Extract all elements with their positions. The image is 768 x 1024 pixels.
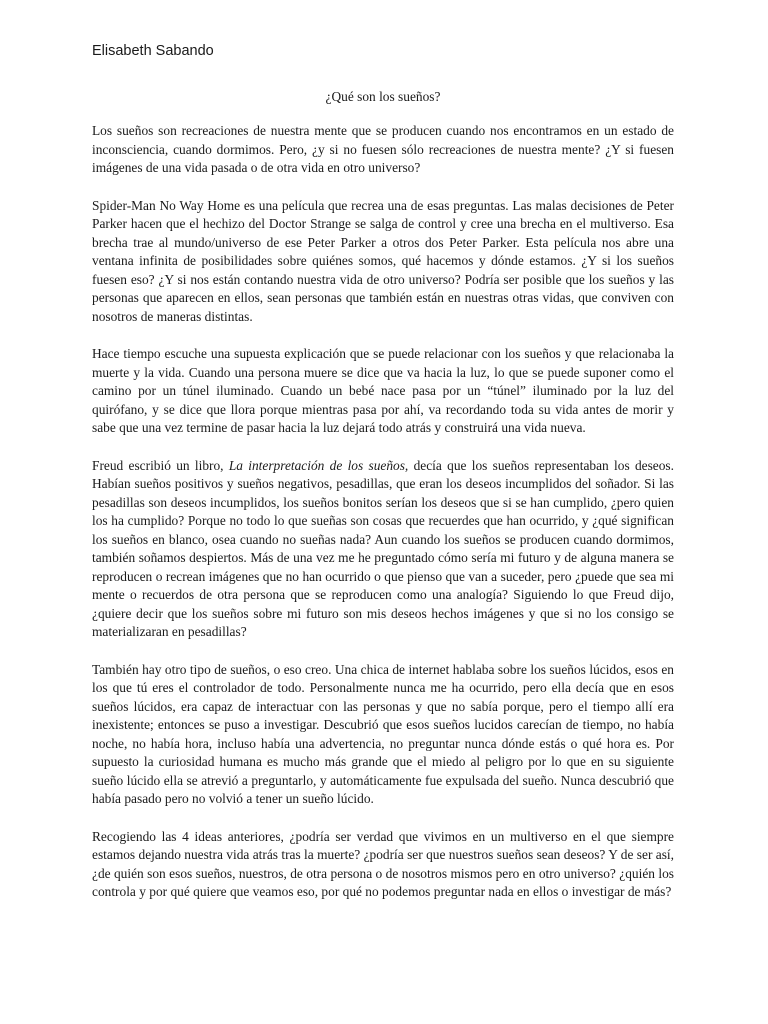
- essay-body: [92, 122, 674, 921]
- author-name: Elisabeth Sabando: [92, 43, 214, 59]
- paragraph-freud: [92, 457, 674, 642]
- paragraph-intro: Los sueños son recreaciones de nuestra mente que se producen cuando nos encontramos en un estado de inconsciencia, cuando dormimos. Pero, ¿y si no fuesen sólo recreaciones de nuestra mente? ¿Y si fuesen imágenes de una vida pasada o de otra vida en otro universo?: [92, 123, 674, 175]
- paragraph-conclusion: Recogiendo las 4 ideas anteriores, ¿podría ser verdad que vivimos en un multiverso en el que siempre estamos dejando nuestra vida atrás tras la muerte? ¿podría ser que nuestros sueños sean deseos? Y de ser así, ¿de quién son esos sueños, nuestros, de otra persona o de nosotros mismos pero en otro universo? ¿quién los controla y por qué quiere que veamos eso, por qué no podemos preguntar nada en ellos o investigar de más?: [92, 828, 674, 899]
- paragraph-tunnel: Hace tiempo escuche una supuesta explicación que se puede relacionar con los sueños y que relacionaba la muerte y la vida. Cuando una persona muere se dice que va hacia la luz, lo que se puede suponer como el camino por un túnel iluminado. Cuando un bebé nace pasa por un “túnel” iluminado por la luz del quirófano, y se dice que llora porque mientras pasa por ahí, va recordando toda su vida antes de morir y sabe que una vez termine de pasar hacia la luz dejará todo atrás y construirá una vida nueva.: [92, 346, 674, 435]
- freud-text-start: Freud escribió un libro,: [92, 457, 229, 473]
- essay-title: ¿Qué son los sueños?: [325, 89, 441, 104]
- freud-text-end: decía que los sueños representaban los deseos. Habían sueños positivos y sueños negativos, pesadillas, que eran los deseos incumplidos del soñador. Si las pesadillas son deseos incumplidos, los sueños bonitos serían los deseos que si se han cumplido, ¿pero quien los ha cumplido? Porque no todo lo que sueñas son cosas que recuerdes que han ocurrido, y ¿qué significan los sueños en blanco, osea cuando no sueñas nada? Aun cuando los sueños se producen cuando dormimos, también soñamos despiertos. Más de una vez me he preguntado cómo sería mi futuro y de alguna manera se reproducen o recrean imágenes que no han ocurrido o que pienso que van a suceder, pero ¿puede que sea mi mente o recuerdos de otra persona que se reproducen como una analogía? Siguiendo lo que Freud dijo, ¿quiere decir que los sueños sobre mi futuro son mis deseos hechos imágenes y que si no los consigo se materializaran en pesadillas?: [92, 457, 674, 639]
- paragraph-lucid-dreams: También hay otro tipo de sueños, o eso creo. Una chica de internet hablaba sobre los sueños lúcidos, esos en los que tú eres el controlador de todo. Personalmente nunca me ha ocurrido, pero ella decía que en esos sueños lúcidos, era capaz de interactuar con las personas y que no sabía porque, pero el tiempo allí era inexistente; entonces se puso a investigar. Descubrió que esos sueños lucidos carecían de tiempo, no había noche, no había hora, incluso había una advertencia, no preguntar nunca dónde estás o qué hora es. Por supuesto la curiosidad humana es mucho más grande que el miedo al peligro por lo que en su siguiente sueño lúcido ella se atrevió a preguntarlo, y automáticamente fue expulsada del sueño. Nunca descubrió que había pasado pero no volvió a tener un sueño lúcido.: [92, 661, 674, 806]
- paragraph-spiderman: Spider-Man No Way Home es una película que recrea una de esas preguntas. Las malas decisiones de Peter Parker hacen que el hechizo del Doctor Strange se salga de control y cree una brecha en el multiverso. Esa brecha trae al mundo/universo de ese Peter Parker a otros dos Peter Parker. Esta película nos abre una ventana infinita de posibilidades sobre quiénes somos, qué hacemos y dónde estamos. ¿Y si los sueños fuesen eso? ¿Y si nos están contando nuestra vida de otro universo? Podría ser posible que los sueños y las personas que aparecen en ellos, sean personas que también están en nuestras otras vidas, que conviven con nosotros de maneras distintas.: [92, 197, 674, 324]
- book-title-italic: La interpretación de los sueños,: [228, 457, 409, 473]
